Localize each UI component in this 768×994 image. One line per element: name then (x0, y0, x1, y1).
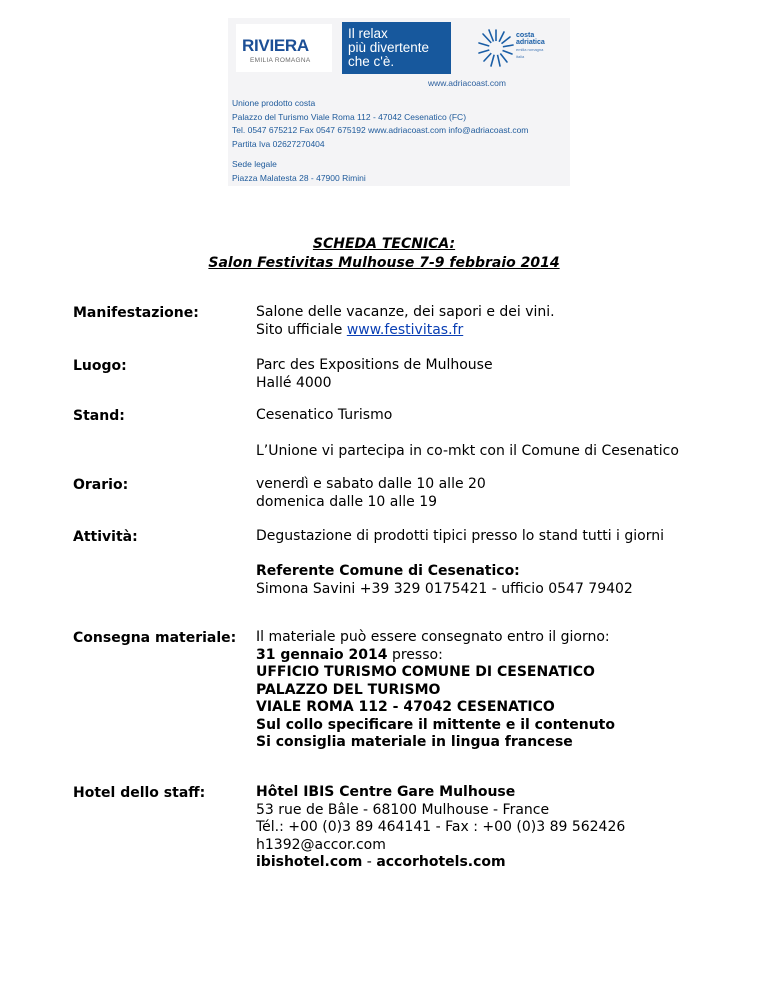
slogan-line: più divertente (348, 40, 430, 55)
sun-icon (476, 26, 516, 70)
orario-label: Orario: (73, 477, 129, 493)
accorhotels-site: accorhotels.com (376, 854, 506, 870)
document-title: SCHEDA TECNICA: (312, 236, 456, 252)
riviera-brand: RIVIERA (242, 36, 309, 55)
costa-adriatica-logo (482, 26, 552, 74)
luogo-line: Hallé 4000 (256, 374, 332, 391)
riviera-logo (236, 24, 332, 72)
document-subtitle: Salon Festivitas Mulhouse 7-9 febbraio 2014 (208, 255, 560, 271)
referente-contact: Simona Savini +39 329 0175421 - ufficio 0547 79402 (256, 580, 633, 597)
consegna-label: Consegna materiale: (73, 630, 237, 646)
luogo-line: Parc des Expositions de Mulhouse (256, 357, 493, 373)
consegna-note-language: Si consiglia materiale in lingua francese (256, 734, 573, 750)
costa-word: costa (516, 32, 535, 39)
attivita-label: Attività: (73, 529, 138, 545)
site-separator: - (362, 854, 377, 870)
slogan-line: che c'è. (348, 54, 395, 69)
hotel-email: h1392@accor.com (256, 836, 386, 853)
referente-title: Referente Comune di Cesenatico: (256, 563, 520, 579)
consegna-date-suffix: presso: (387, 646, 443, 663)
letterhead (228, 18, 570, 186)
letterhead-website: www.adriacoast.com (428, 78, 506, 88)
hotel-name: Hôtel IBIS Centre Gare Mulhouse (256, 784, 516, 800)
consegna-date: 31 gennaio 2014 (256, 646, 388, 663)
hotel-label: Hotel dello staff: (73, 785, 206, 801)
stand-value: Cesenatico Turismo (256, 407, 393, 423)
letterhead-org (232, 97, 528, 151)
consegna-intro: Il materiale può essere consegnato entro il giorno: (256, 629, 610, 645)
riviera-brand-sub: EMILIA ROMAGNA (250, 57, 311, 64)
luogo-value (256, 357, 493, 392)
consegna-building: PALAZZO DEL TURISMO (256, 681, 441, 698)
luogo-label: Luogo: (73, 358, 127, 374)
hotel-value (256, 784, 625, 872)
orario-value (256, 476, 486, 511)
costa-adriatica-text (516, 32, 552, 60)
manifestazione-desc: Salone delle vacanze, dei sapori e dei vini. (256, 304, 555, 320)
hotel-sites (256, 854, 625, 872)
referente-block (256, 563, 633, 598)
slogan-box (342, 22, 451, 74)
consegna-date-line (256, 647, 615, 665)
manifestazione-site (256, 322, 555, 340)
org-line: Unione prodotto costa (232, 98, 316, 108)
stand-note: L’Unione vi partecipa in co-mkt con il Comune di Cesenatico (256, 443, 679, 459)
consegna-office: UFFICIO TURISMO COMUNE DI CESENATICO (256, 664, 595, 680)
consegna-address: VIALE ROMA 112 - 47042 CESENATICO (256, 699, 555, 715)
stand-label: Stand: (73, 408, 125, 424)
consegna-value (256, 629, 615, 752)
festivitas-link[interactable]: www.festivitas.fr (346, 321, 464, 338)
site-prefix: Sito ufficiale (256, 321, 347, 338)
org-line: Tel. 0547 675212 Fax 0547 675192 www.adriacoast.com info@adriacoast.com (232, 125, 529, 135)
hotel-address: 53 rue de Bâle - 68100 Mulhouse - France (256, 801, 550, 818)
manifestazione-label: Manifestazione: (73, 305, 199, 321)
costa-sub: emilia romagna italia (516, 47, 544, 59)
slogan-line: Il relax (348, 26, 388, 41)
attivita-value: Degustazione di prodotti tipici presso lo stand tutti i giorni (256, 528, 665, 544)
org-line: Partita Iva 02627270404 (232, 138, 325, 149)
hotel-phone: Tél.: +00 (0)3 89 464141 - Fax : +00 (0)3 89 562426 (256, 819, 626, 835)
org-line: Palazzo del Turismo Viale Roma 112 - 47042 Cesenatico (FC) (232, 111, 467, 122)
adriatica-word: adriatica (516, 39, 545, 46)
consegna-note-sender: Sul collo specificare il mittente e il contenuto (256, 716, 615, 733)
orario-line: domenica dalle 10 alle 19 (256, 493, 438, 510)
legal-line: Piazza Malatesta 28 - 47900 Rimini (232, 172, 366, 183)
manifestazione-value (256, 304, 555, 339)
letterhead-legal (232, 158, 366, 185)
legal-line: Sede legale (232, 159, 277, 169)
ibishotel-site: ibishotel.com (256, 854, 363, 870)
orario-line: venerdì e sabato dalle 10 alle 20 (256, 476, 486, 492)
